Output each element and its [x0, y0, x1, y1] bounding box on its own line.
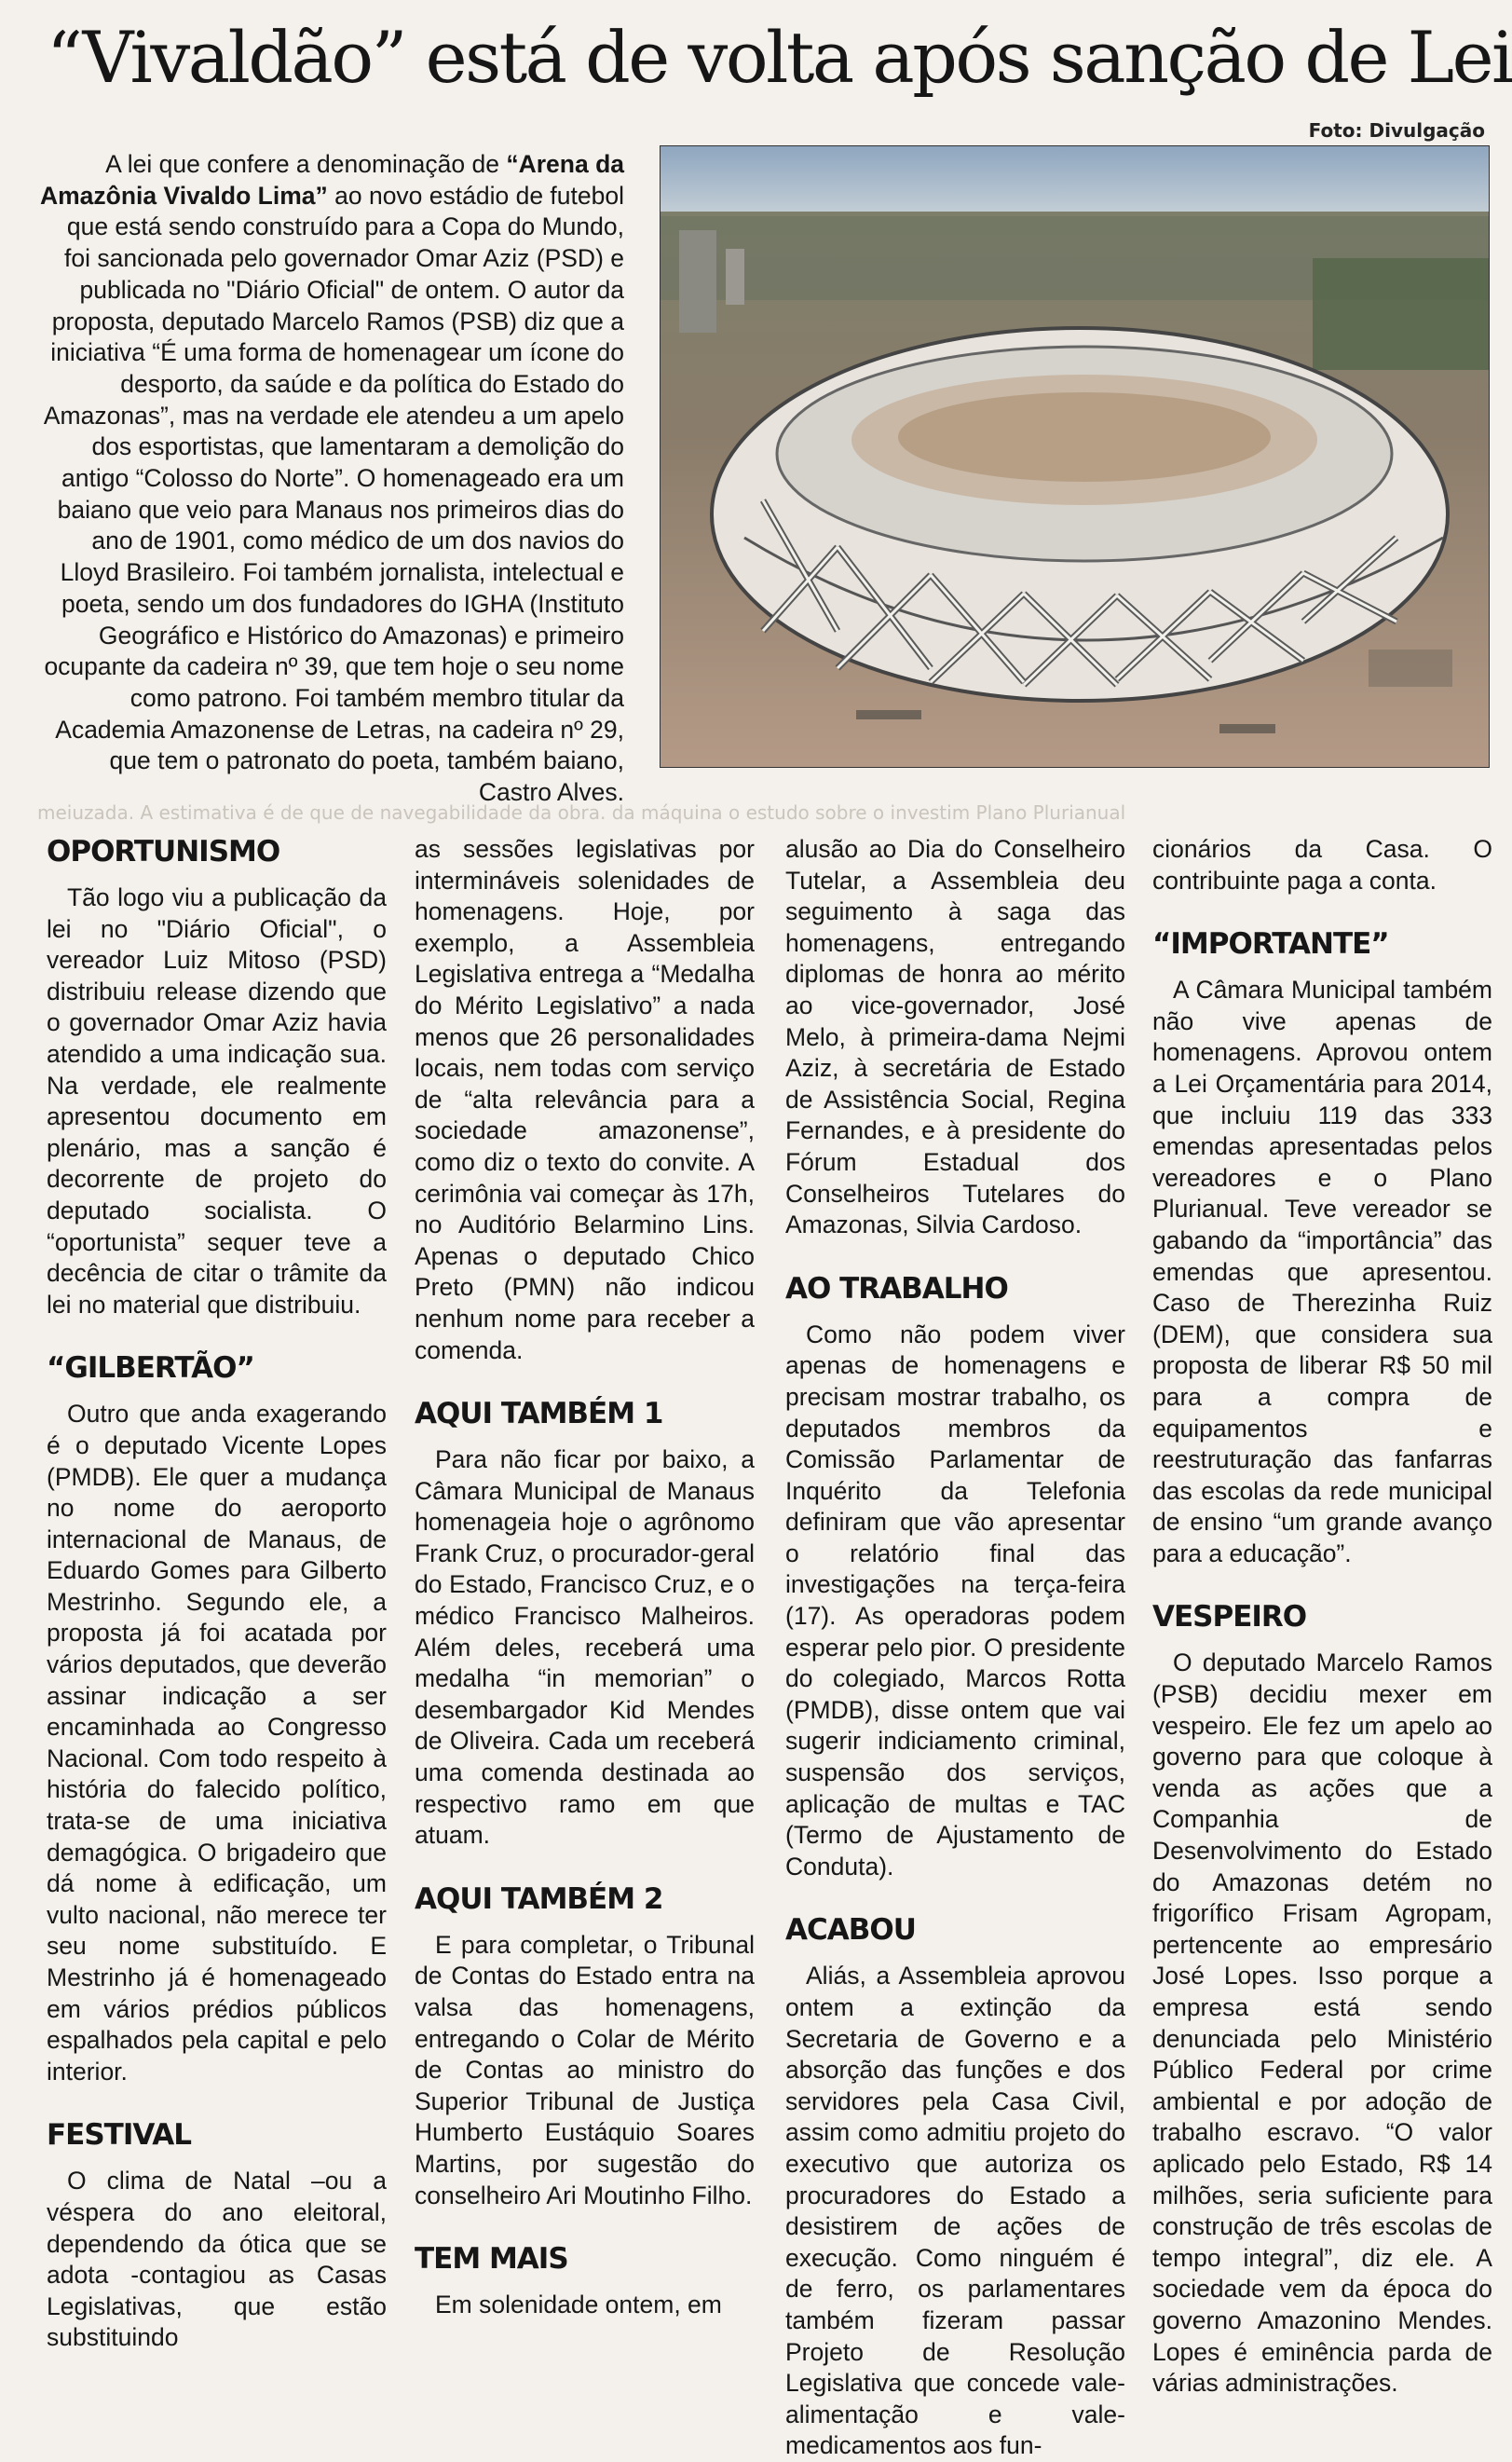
text-acabou-continued: cionários da Casa. O contribuinte paga a conta.: [1152, 835, 1492, 895]
column-2: [415, 834, 755, 2353]
text-vespeiro: O deputado Marcelo Ramos (PSB) decidiu mexer em vespeiro. Ele fez um apelo ao governo para que coloque à venda as ações que a Companhia de Desenvolvimento do Estado do Amazonas detém no frigorífico Frisam Agropam, pertencente ao empresário José Lopes. Isso porque a empresa está sendo denunciada pelo Ministério Público Federal por crime ambiental e por adoção de trabalho escravo. “O valor aplicado pelo Estado, R$ 14 milhões, seria suficiente para construção de três escolas de tempo integral”, diz ele. A sociedade vem da época do governo Amazonino Mendes. Lopes é eminência parda de várias administrações.: [1152, 1648, 1492, 2398]
text-importante: A Câmara Municipal também não vive apenas de homenagens. Aprovou ontem a Lei Orçamentária para 2014, que incluiu 119 das 333 emendas apresentadas pelos vereadores e o Plano Plurianual. Teve vereador se gabando da “importância” das emendas que apresentou. Caso de Therezinha Ruiz (DEM), que considera sua proposta de liberar R$ 50 mil para a compra de equipamentos e reestruturação das fanfarras das escolas da rede municipal de ensino “um grande avanço para a educação”.: [1152, 976, 1492, 1567]
headline: “Vivaldão” está de volta após sanção de Lei: [47, 16, 1512, 99]
text-festival-continued: as sessões legislativas por intermináveis solenidades de homenagens. Hoje, por exemplo, a Assembleia Legislativa entrega a “Medalha do Mérito Legislativo” a nada menos que 26 personalidades locais, nem todas com serviço de “alta relevância para a sociedade amazonense”, como diz o texto do convite. A cerimônia vai começar às 17h, no Auditório Belarmino Lins. Apenas o deputado Chico Preto (PMN) não indicou nenhum nome para receber a comenda.: [415, 835, 755, 1364]
text-acabou: Aliás, a Assembleia aprovou ontem a extinção da Secretaria de Governo e a absorção das funções e dos servidores pela Casa Civil, assim como admitiu projeto do executivo que autoriza os procuradores do Estado a desistirem de ações de execução. Como ninguém é de ferro, os parlamentares também fizeram passar Projeto de Resolução Legislativa que concede vale-alimentação e vale-medicamentos aos fun-: [785, 1962, 1125, 2460]
column-3: [785, 834, 1125, 2460]
lead-stadium-name: “Arena da Amazônia Vivaldo Lima”: [39, 150, 624, 210]
text-aqui-tambem-2: E para completar, o Tribunal de Contas do Estado entra na valsa das homenagens, entregando o Colar de Mérito de Contas ao ministro do Superior Tribunal de Justiça Humberto Eustáquio Soares Martins, por sugestão do conselheiro Ari Moutinho Filho.: [415, 1930, 755, 2209]
heading-gilbertao: “GILBERTÃO”: [47, 1351, 254, 1386]
bleed-through-text: meiuzada. A estimativa é de que de navegabilidade da obra. da máquina o estudo sobre o investim Plano Plurianual: [37, 801, 1126, 824]
lead-paragraph: [37, 149, 624, 807]
heading-aqui-tambem-1: AQUI TAMBÉM 1: [415, 1397, 663, 1431]
photo-credit: Foto: Divulgação: [1308, 119, 1485, 142]
heading-importante: “IMPORTANTE”: [1152, 927, 1389, 962]
lead-body: ao novo estádio de futebol que está sendo construído para a Copa do Mundo, foi sancionada pelo governador Omar Aziz (PSD) e publicada no "Diário Oficial" de ontem. O autor da proposta, deputado Marcelo Ramos (PSB) diz que a iniciativa “É uma forma de homenagear um ícone do desporto, da saúde e da política do Estado do Amazonas”, mas na verdade ele atendeu a um apelo dos esportistas, que lamentaram a demolição do antigo “Colosso do Norte”. O homenageado era um baiano que veio para Manaus nos primeiros dias do ano de 1901, como médico de um dos navios do Lloyd Brasileiro. Foi também jornalista, intelectual e poeta, sendo um dos fundadores do IGHA (Instituto Geográfico e Histórico do Amazonas) e primeiro ocupante da cadeira nº 39, que tem hoje o seu nome como patrono. Foi também membro titular da Academia Amazonense de Letras, na cadeira nº 29, que tem o patronato do poeta, também baiano, Castro Alves.: [43, 181, 624, 807]
heading-acabou: ACABOU: [785, 1913, 916, 1948]
text-oportunismo: Tão logo viu a publicação da lei no "Diário Oficial", o vereador Luiz Mitoso (PSD) distribuiu release dizendo que o governador Omar Aziz havia atendido a uma indicação sua. Na verdade, ele realmente apresentou documento em plenário, mas a sanção é decorrente de projeto do deputado socialista. O “oportunista” sequer teve a decência de citar o trâmite da lei no material que distribuiu.: [47, 883, 387, 1319]
text-tem-mais-continued: alusão ao Dia do Conselheiro Tutelar, a Assembleia deu seguimento à saga das homenagens, entregando diplomas de honra ao mérito ao vice-governador, José Melo, à primeira-dama Nejmi Aziz, à secretária de Estado de Assistência Social, Regina Fernandes, e à presidente do Fórum Estadual dos Conselheiros Tutelares do Amazonas, Silvia Cardoso.: [785, 835, 1125, 1239]
text-festival: O clima de Natal –ou a véspera do ano eleitoral, dependendo da ótica que se adota -contagiou as Casas Legislativas, que estão substituindo: [47, 2167, 387, 2352]
text-tem-mais: Em solenidade ontem, em: [435, 2291, 722, 2319]
lead-intro: A lei que confere a denominação de: [105, 150, 507, 178]
heading-vespeiro: VESPEIRO: [1152, 1600, 1307, 1634]
column-4: [1152, 834, 1492, 2398]
column-1: [47, 834, 387, 2353]
text-aqui-tambem-1: Para não ficar por baixo, a Câmara Municipal de Manaus homenageia hoje o agrônomo Frank Cruz, o procurador-geral do Estado, Francisco Cruz, e o médico Francisco Malheiros. Além deles, receberá uma medalha “in memorian” o desembargador Kid Mendes de Oliveira. Cada um receberá uma comenda destinada ao respectivo ramo em que atuam.: [415, 1445, 755, 1850]
heading-aqui-tambem-2: AQUI TAMBÉM 2: [415, 1881, 663, 1916]
heading-festival: FESTIVAL: [47, 2118, 191, 2153]
text-gilbertao: Outro que anda exagerando é o deputado Vicente Lopes (PMDB). Ele quer a mudança no nome do aeroporto internacional de Manaus, de Eduardo Gomes para Gilberto Mestrinho. Segundo ele, a proposta já foi acatada por vários deputados, que deverão assinar indicação a ser encaminhada ao Congresso Nacional. Com todo respeito à história do falecido político, trata-se de uma iniciativa demagógica. O brigadeiro que dá nome à edificação, um vulto nacional, não merece ter seu nome substituído. E Mestrinho já é homenageado em vários prédios públicos espalhados pela capital e pelo interior.: [47, 1400, 387, 2086]
heading-tem-mais: TEM MAIS: [415, 2242, 568, 2277]
text-ao-trabalho: Como não podem viver apenas de homenagens e precisam mostrar trabalho, os deputados membros da Comissão Parlamentar de Inquérito da Telefonia definiram que vão apresentar o relatório final das investigações na terça-feira (17). As operadoras podem esperar pelo pior. O presidente do colegiado, Marcos Rotta (PMDB), disse ontem que vai sugerir indiciamento criminal, suspensão dos serviços, aplicação de multas e TAC (Termo de Ajustamento de Conduta).: [785, 1320, 1125, 1881]
heading-ao-trabalho: AO TRABALHO: [785, 1271, 1008, 1306]
stadium-aerial-image: [661, 146, 1489, 767]
stadium-photo: [660, 145, 1490, 768]
heading-oportunismo: OPORTUNISMO: [47, 835, 280, 869]
